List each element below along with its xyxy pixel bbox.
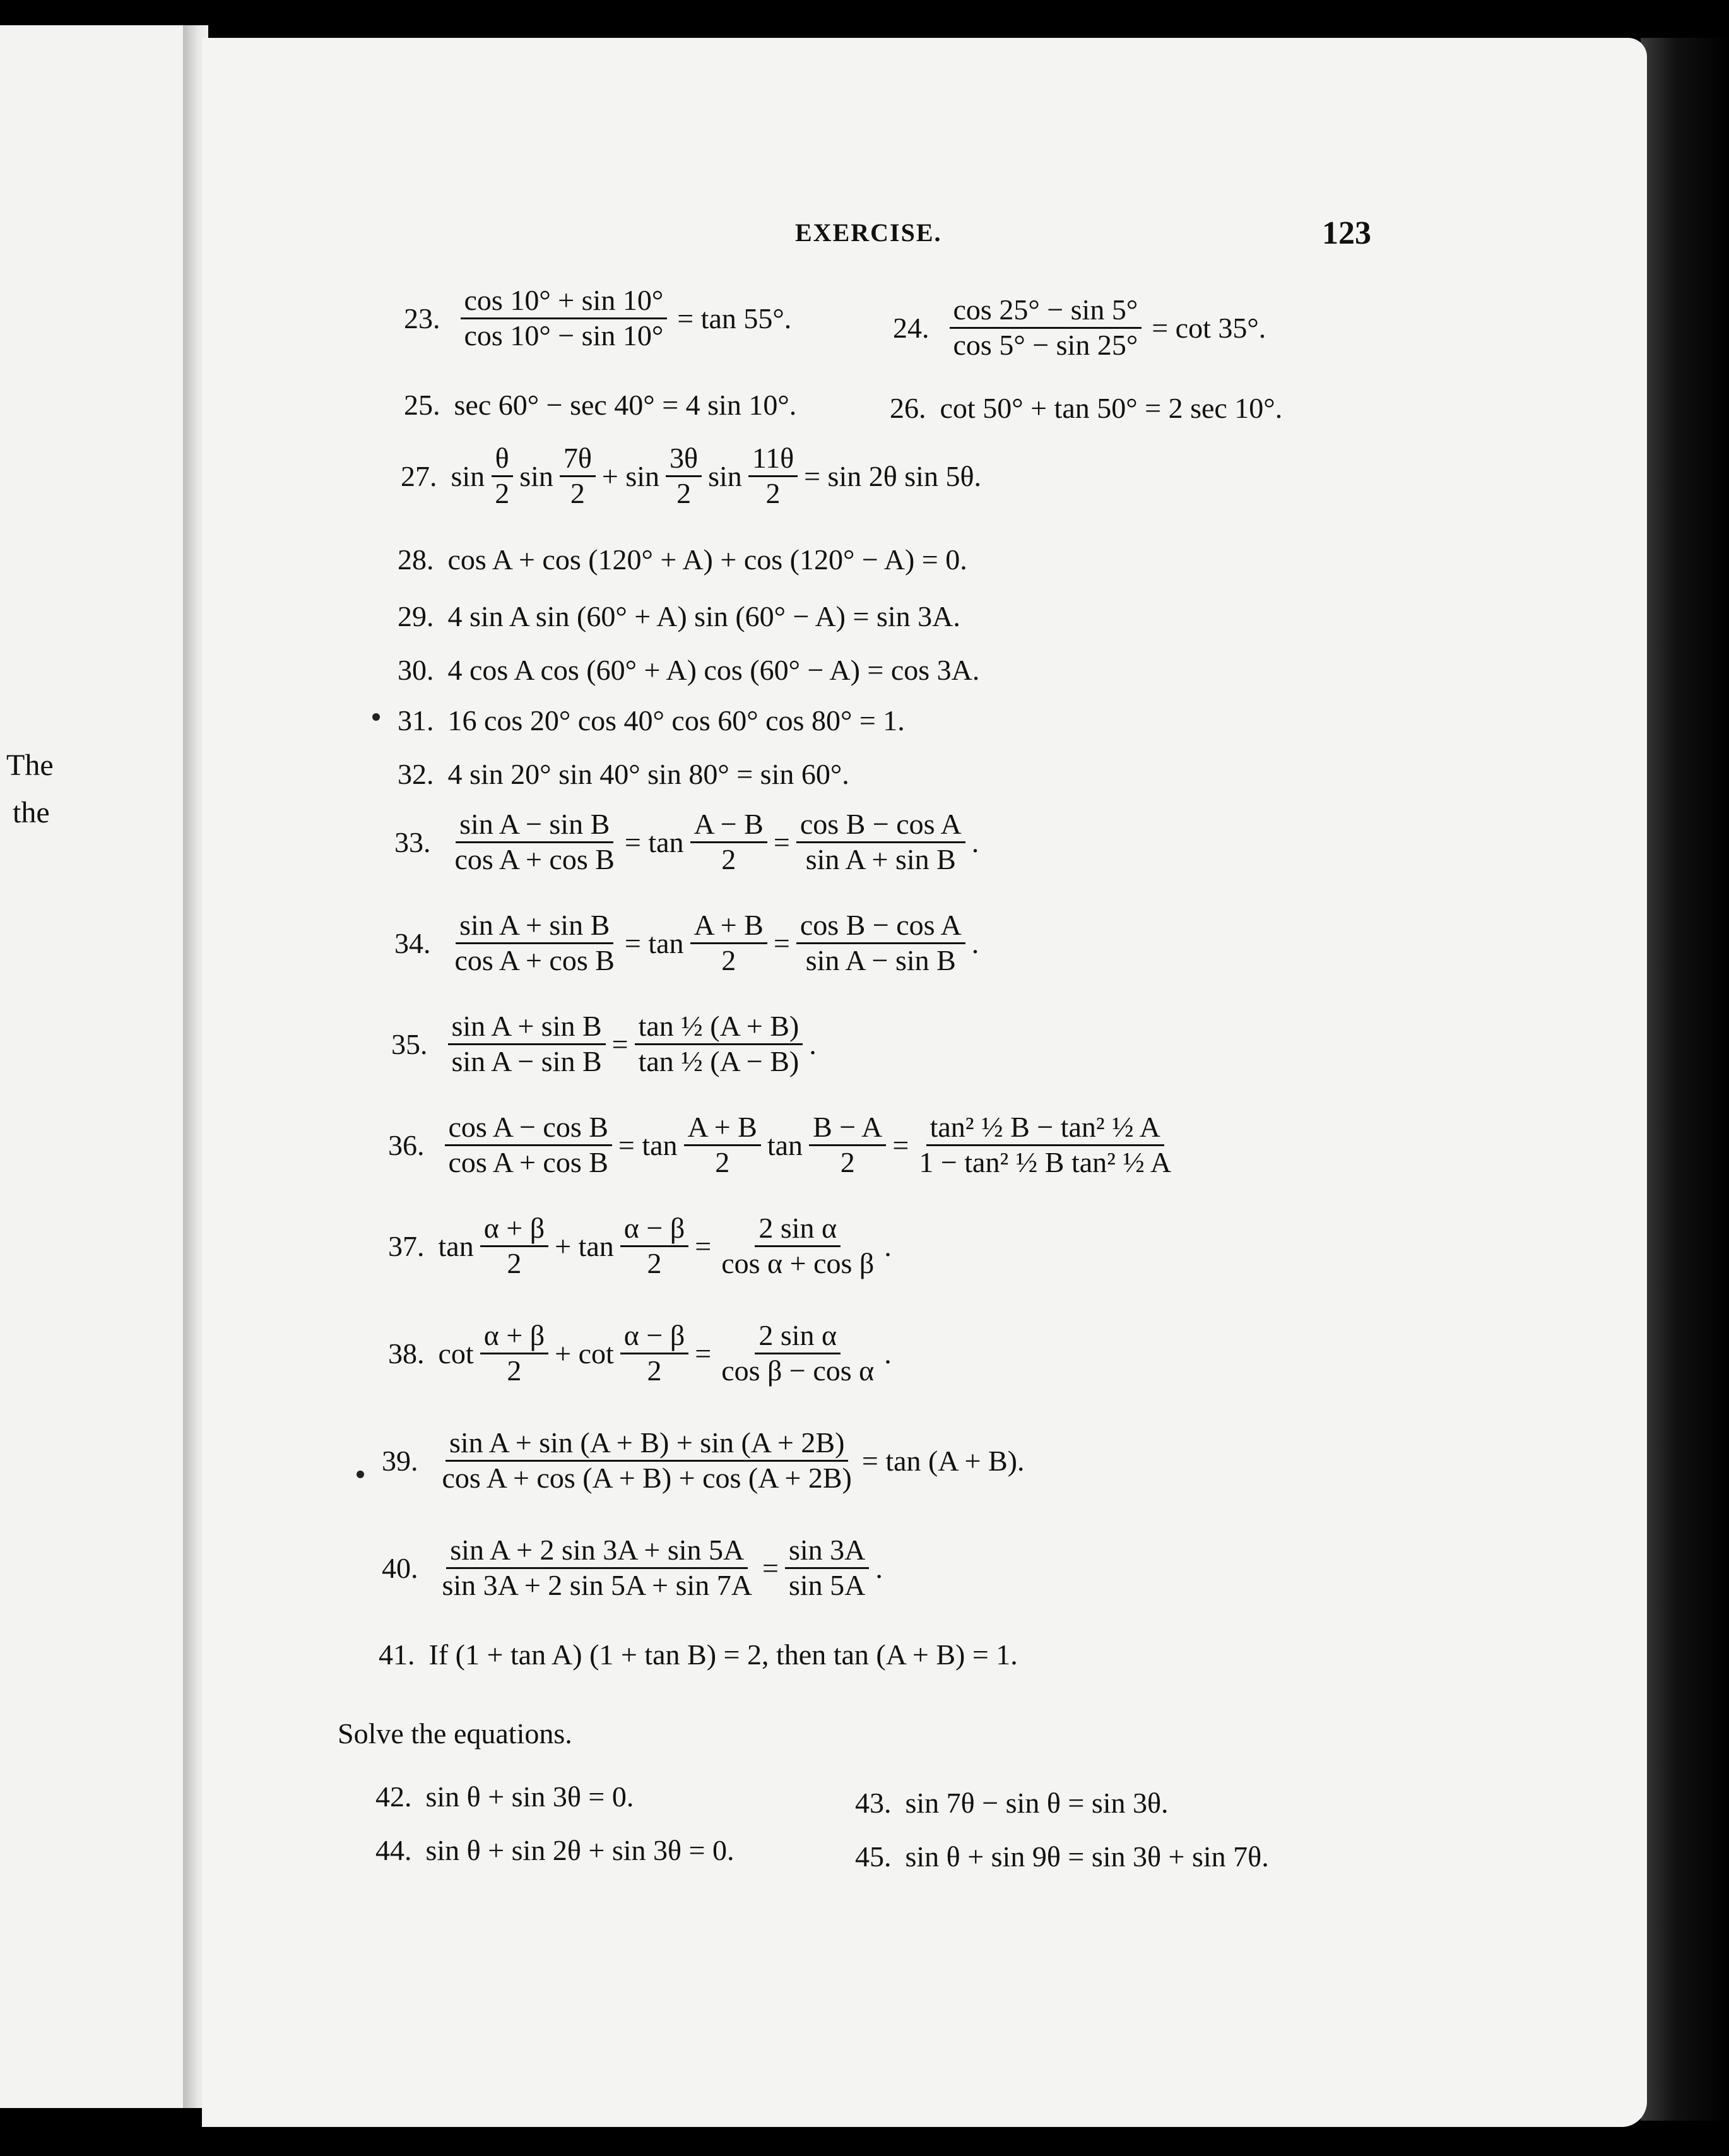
left-page-fragment: the [13,796,50,829]
exercise-38: 38. cot $\frac{\alpha + \beta}{2}$ + cot $\frac{\alpha - \beta}{2}$ = $\frac{\text{2 sin α}}{\text{cos β − cos α}}$ . [388,1319,892,1387]
section-heading: Solve the equations. [338,1717,572,1750]
exercise-33: 33. $\frac{\text{sin A − sin B}}{\text{cos A + cos B}}$ = tan $\frac{A - B}{2}$ = $\frac{\text{cos B − cos A}}{\text{sin A + sin B}}$ . [394,808,979,875]
exercise-26: 26. cot 50° + tan 50° = 2 sec 10°. [890,392,1283,424]
exercise-31: 31. 16 cos 20° cos 40° cos 60° cos 80° = 1. [398,704,905,737]
exercise-number: 23. [404,302,440,335]
exercise-42: 42. sin θ + sin 3θ = 0. [375,1780,634,1813]
exercise-37: 37. tan $\frac{\alpha + \beta}{2}$ + tan $\frac{\alpha - \beta}{2}$ = $\frac{\text{2 sin α}}{\text{cos α + cos β}}$ . [388,1212,892,1279]
exercise-40: 40. $\frac{\text{sin A + 2 sin 3A + sin 5A}}{\sin 3A + 2 \sin 5A + \sin 7A}$ = $\frac{\sin 3A}{\sin 5A}$ . [382,1534,883,1601]
exercise-36: 36. $\frac{\text{cos A − cos B}}{\text{cos A + cos B}}$ = tan $\frac{A + B}{2}$ tan $\frac{B - A}{2}$ = $\frac{\text{tan² ½ B − tan² ½ A}}{\text{1 − tan² ½ B tan² ½ A}}$ [388,1111,1172,1178]
pencil-mark [372,713,380,721]
fraction: $\frac{\cos 10^\circ + \sin 10^\circ}{\cos 10^\circ - \sin 10^\circ}$ [461,284,668,353]
fraction: $\frac{\cos 25^\circ - \sin 5^\circ}{\cos 5^\circ - \sin 25^\circ}$ [950,293,1142,362]
exercise-35: 35. $\frac{\text{sin A + sin B}}{\text{sin A − sin B}}$ = $\frac{\text{tan ½ (A + B)}}{\text{tan ½ (A − B)}}$ . [391,1010,817,1077]
exercise-41: 41. If (1 + tan A) (1 + tan B) = 2, then tan (A + B) = 1. [379,1638,1018,1671]
exercise-32: 32. 4 sin 20° sin 40° sin 80° = sin 60°. [398,758,849,790]
exercise-number: 24. [893,311,929,344]
exercise-43: 43. sin 7θ − sin θ = sin 3θ. [855,1787,1169,1819]
left-page [0,25,189,2108]
pencil-mark [357,1471,364,1478]
exercise-27: 27. sin $\frac{\theta}{2}$ sin $\frac{7\theta}{2}$ + sin $\frac{3\theta}{2}$ sin $\frac{11\theta}{2}$ = sin 2θ sin 5θ. [401,442,981,509]
exercise-24: 24. $\frac{\cos 25^\circ - \sin 5^\circ}{\cos 5^\circ - \sin 25^\circ}$ = cot 35°. [893,293,1266,361]
exercise-28: 28. cos A + cos (120° + A) + cos (120° − A) = 0. [398,543,967,576]
exercise-29: 29. 4 sin A sin (60° + A) sin (60° − A) = sin 3A. [398,600,960,632]
exercise-44: 44. sin θ + sin 2θ + sin 3θ = 0. [375,1834,735,1866]
exercise-30: 30. 4 cos A cos (60° + A) cos (60° − A) = cos 3A. [398,654,980,686]
book-spine [1641,38,1729,2121]
left-page-fragment: The [6,749,54,782]
exercise-23: 23. $\frac{\cos 10^\circ + \sin 10^\circ}{\cos 10^\circ - \sin 10^\circ}$ = tan 55°. [404,284,792,352]
exercise-39: 39. $\frac{\text{sin A + sin (A + B) + sin (A + 2B)}}{\text{cos A + cos (A + B) + cos (A + 2B)}}$ = tan (A + B). [382,1426,1025,1494]
exercise-45: 45. sin θ + sin 9θ = sin 3θ + sin 7θ. [855,1840,1269,1873]
page-number: 123 [1322,215,1371,251]
page-header: EXERCISE. [795,218,942,247]
exercise-25: 25. sec 60° − sec 40° = 4 sin 10°. [404,389,797,421]
exercise-34: 34. $\frac{\text{sin A + sin B}}{\text{cos A + cos B}}$ = tan $\frac{A + B}{2}$ = $\frac{\text{cos B − cos A}}{\text{sin A − sin B}}$ . [394,909,979,976]
